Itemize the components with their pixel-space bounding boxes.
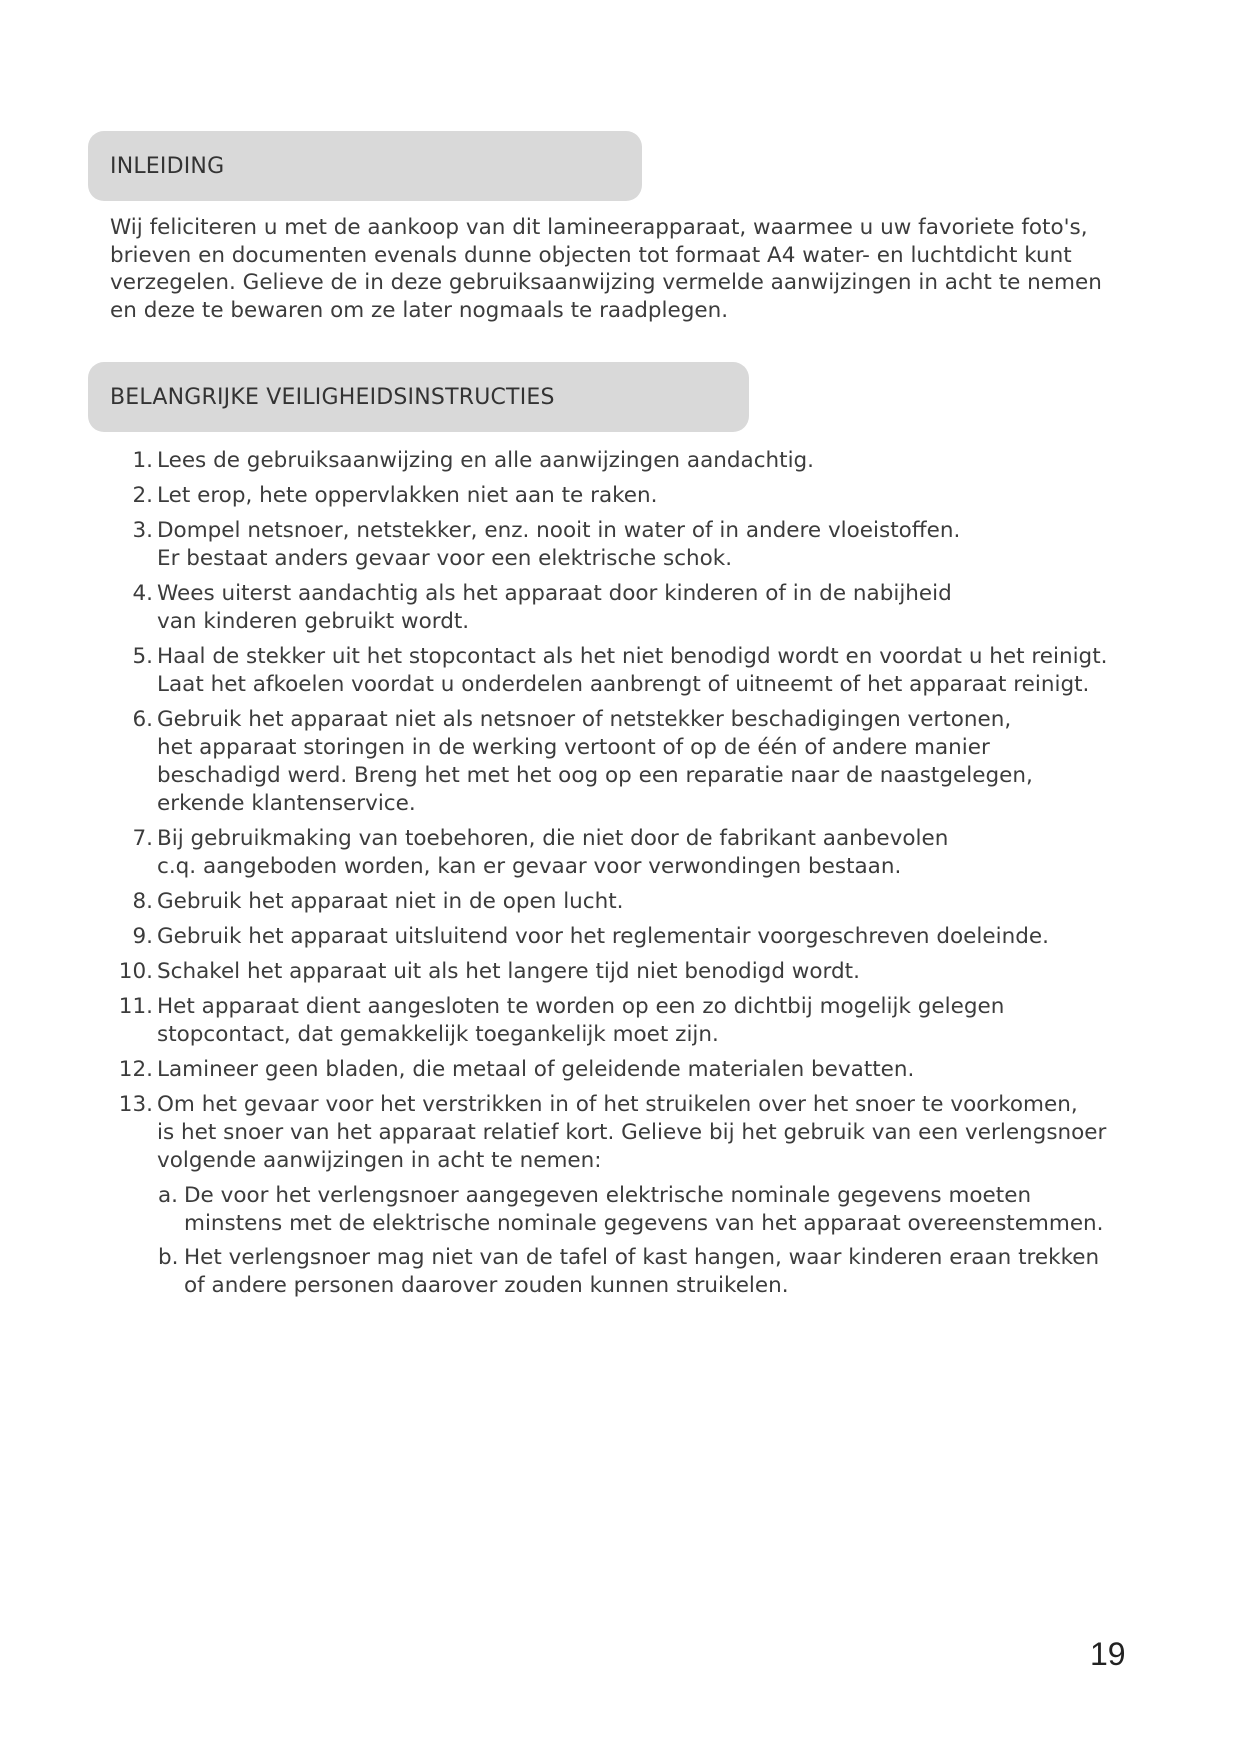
item-number: 5. <box>132 644 153 669</box>
list-item <box>0 482 1241 510</box>
item-line: Laat het afkoelen voordat u onderdelen aanbrengt of uitneemt of het apparaat reinigt. <box>157 672 1090 697</box>
item-line: beschadigd werd. Breng het met het oog op een reparatie naar de naastgelegen, <box>157 763 1033 788</box>
item-line: Lamineer geen bladen, die metaal of geleidende materialen bevatten. <box>157 1057 915 1082</box>
item-number: 6. <box>132 707 153 732</box>
intro-paragraph <box>110 214 1130 324</box>
item-line: c.q. aangeboden worden, kan er gevaar voor verwondingen bestaan. <box>157 854 902 879</box>
item-line: stopcontact, dat gemakkelijk toegankelijk moet zijn. <box>157 1022 719 1047</box>
list-item <box>0 1091 1241 1175</box>
item-line: Om het gevaar voor het verstrikken in of het struikelen over het snoer te voorkomen, <box>157 1092 1078 1117</box>
heading-text: BELANGRIJKE VEILIGHEIDSINSTRUCTIES <box>110 384 555 410</box>
item-line: Gebruik het apparaat uitsluitend voor het reglementair voorgeschreven doeleinde. <box>157 924 1049 949</box>
section-heading-safety <box>88 362 749 432</box>
item-number: 4. <box>132 581 153 606</box>
page-number: 19 <box>1090 1636 1126 1672</box>
list-item <box>0 706 1241 818</box>
sub-item-line: De voor het verlengsnoer aangegeven elektrische nominale gegevens moeten <box>184 1183 1032 1208</box>
sub-item-line: of andere personen daarover zouden kunnen struikelen. <box>184 1273 789 1298</box>
sub-item-label: a. <box>158 1183 179 1208</box>
intro-line: verzegelen. Gelieve de in deze gebruiksaanwijzing vermelde aanwijzingen in acht te nemen <box>110 270 1102 295</box>
item-number: 2. <box>132 483 153 508</box>
item-line: Haal de stekker uit het stopcontact als het niet benodigd wordt en voordat u het reinigt. <box>157 644 1108 669</box>
item-line: Dompel netsnoer, netstekker, enz. nooit in water of in andere vloeistoffen. <box>157 518 961 543</box>
sub-item <box>0 1244 1241 1300</box>
list-item <box>0 517 1241 573</box>
item-line: Er bestaat anders gevaar voor een elektrische schok. <box>157 546 733 571</box>
item-line: van kinderen gebruikt wordt. <box>157 609 470 634</box>
sub-item-line: minstens met de elektrische nominale gegevens van het apparaat overeenstemmen. <box>184 1211 1104 1236</box>
heading-text: INLEIDING <box>110 153 225 179</box>
item-line: erkende klantenservice. <box>157 791 416 816</box>
list-item <box>0 958 1241 986</box>
list-item <box>0 580 1241 636</box>
item-line: is het snoer van het apparaat relatief kort. Gelieve bij het gebruik van een verlengsnoer <box>157 1120 1107 1145</box>
list-item <box>0 993 1241 1049</box>
item-line: Lees de gebruiksaanwijzing en alle aanwijzingen aandachtig. <box>157 448 815 473</box>
intro-line: Wij feliciteren u met de aankoop van dit lamineerapparaat, waarmee u uw favoriete foto's, <box>110 215 1088 240</box>
item-number: 11. <box>118 994 153 1019</box>
list-item <box>0 888 1241 916</box>
list-item <box>0 825 1241 881</box>
item-line: het apparaat storingen in de werking vertoont of op de één of andere manier <box>157 735 990 760</box>
item-number: 9. <box>132 924 153 949</box>
section-heading-intro <box>88 131 642 201</box>
item-line: volgende aanwijzingen in acht te nemen: <box>157 1148 602 1173</box>
item-line: Het apparaat dient aangesloten te worden op een zo dichtbij mogelijk gelegen <box>157 994 1005 1019</box>
item-number: 8. <box>132 889 153 914</box>
item-line: Schakel het apparaat uit als het langere tijd niet benodigd wordt. <box>157 959 860 984</box>
item-number: 13. <box>118 1092 153 1117</box>
item-number: 10. <box>118 959 153 984</box>
intro-line: en deze te bewaren om ze later nogmaals te raadplegen. <box>110 297 729 323</box>
item-line: Gebruik het apparaat niet als netsnoer of netstekker beschadigingen vertonen, <box>157 707 1012 732</box>
item-line: Bij gebruikmaking van toebehoren, die niet door de fabrikant aanbevolen <box>157 826 949 851</box>
list-item <box>0 447 1241 475</box>
list-item <box>0 1056 1241 1084</box>
sub-item <box>0 1182 1241 1238</box>
sub-item-line: Het verlengsnoer mag niet van de tafel of kast hangen, waar kinderen eraan trekken <box>184 1245 1100 1270</box>
item-number: 12. <box>118 1057 153 1082</box>
list-item <box>0 643 1241 699</box>
item-line: Gebruik het apparaat niet in de open lucht. <box>157 889 624 914</box>
item-line: Let erop, hete oppervlakken niet aan te raken. <box>157 483 658 508</box>
item-number: 7. <box>132 826 153 851</box>
item-number: 1. <box>132 448 153 473</box>
safety-instructions-list <box>0 447 1241 1306</box>
item-number: 3. <box>132 518 153 543</box>
sub-item-label: b. <box>158 1245 179 1270</box>
intro-line: brieven en documenten evenals dunne objecten tot formaat A4 water- en luchtdicht kunt <box>110 242 1072 268</box>
item-line: Wees uiterst aandachtig als het apparaat door kinderen of in de nabijheid <box>157 581 952 606</box>
list-item <box>0 923 1241 951</box>
